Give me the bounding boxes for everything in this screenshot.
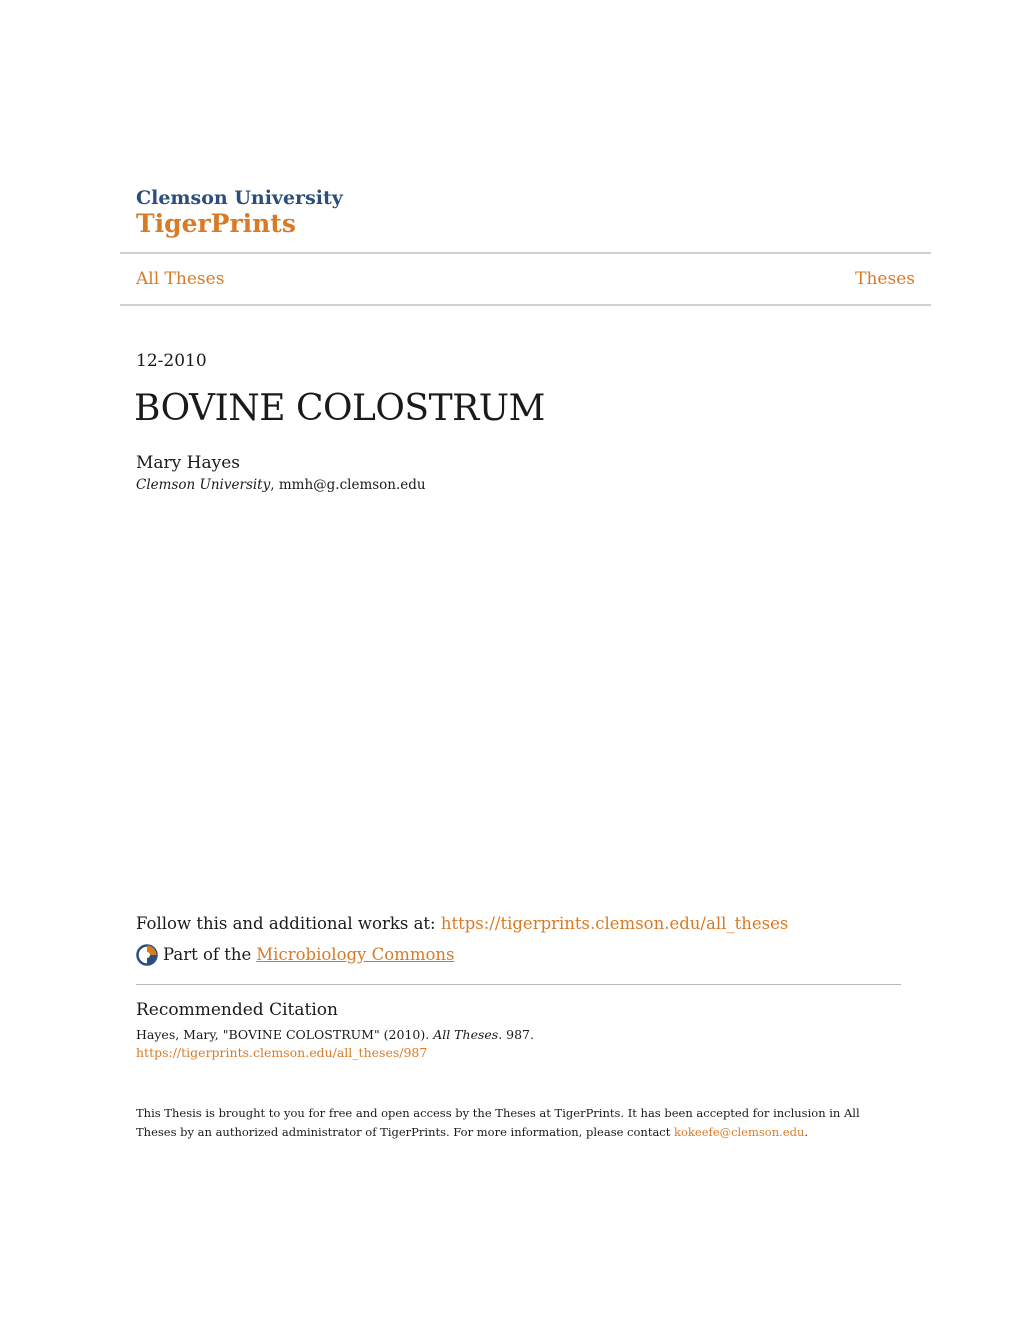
access-statement-end: . [804,1125,809,1139]
contact-email-link[interactable]: kokeefe@clemson.edu [674,1125,805,1139]
theses-link[interactable]: Theses [855,269,915,289]
author-affiliation [136,476,426,494]
citation-text-before: Hayes, Mary, "BOVINE COLOSTRUM" (2010). [136,1027,434,1042]
affiliation-separator: , [270,477,279,493]
citation-text [136,1026,534,1044]
citation-text-after: . 987. [498,1027,534,1042]
affiliation-institution: Clemson University [136,477,271,493]
access-statement [136,1104,876,1142]
citation-divider [136,984,901,985]
microbiology-commons-link[interactable]: Microbiology Commons [256,945,455,964]
part-of-label: Part of the [163,945,252,964]
author-email: mmh@g.clemson.edu [278,477,426,493]
follow-line [136,913,788,935]
publication-date: 12-2010 [136,351,207,371]
top-divider [120,252,931,254]
author-name: Mary Hayes [136,453,241,473]
document-title: BOVINE COLOSTRUM [134,388,545,429]
repository-link[interactable]: TigerPrints [136,209,296,238]
follow-label: Follow this and additional works at: [136,914,441,933]
institution-name: Clemson University [136,187,343,209]
citation-series: All Theses [433,1027,499,1042]
citation-url-link[interactable]: https://tigerprints.clemson.edu/all_theses/987 [136,1045,428,1060]
follow-url-link[interactable]: https://tigerprints.clemson.edu/all_theses [440,914,789,933]
access-statement-text: This Thesis is brought to you for free and open access by the Theses at TigerPrints. It has been accepted for inclusion in All Theses by an authorized administrator of TigerPrints. For more information, please contact [136,1106,860,1139]
all-theses-link[interactable]: All Theses [136,269,225,289]
network-icon [136,944,158,966]
citation-heading: Recommended Citation [136,1000,338,1020]
nav-divider [120,304,931,306]
part-of-line [136,943,455,967]
